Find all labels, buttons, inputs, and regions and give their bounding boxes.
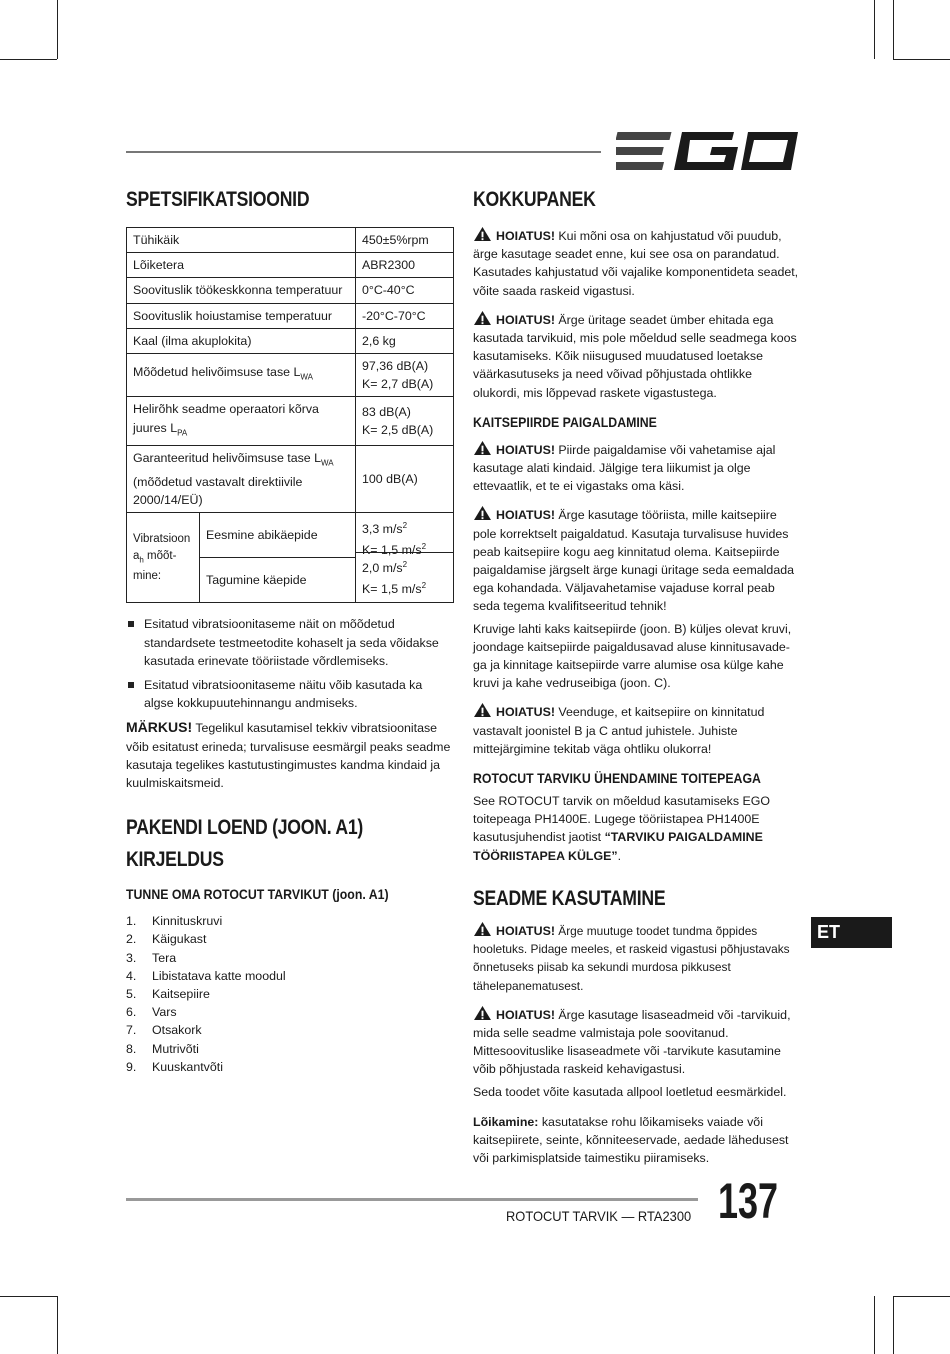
crop-mark (893, 59, 950, 60)
guard-instructions: Kruvige lahti kaks kaitsepiirde (joon. B) küljes olevat kruvi, joondage kaitsepiirde paigaldusavad aluse kinnitusavade- ga ja kinnitage kaitsepiirde varre alumise osa külge kahe kruvi ja kahe vedruseibiga (joon. C). (473, 621, 792, 691)
note-paragraph: MÄRKUS! Tegelikul kasutamisel tekkiv vibratsioonitase võib esitatust erineda; turvalisuse eesmärgil peaks seadme kasutaja tegelikes kastutustingimustes kandma kindaid ja kuulmiskaitsmeid. (126, 719, 451, 790)
left-column (126, 188, 454, 1076)
crop-mark (893, 0, 894, 59)
header-rule (126, 151, 601, 153)
description-title: KIRJELDUS (126, 848, 224, 872)
crop-mark (874, 1296, 875, 1354)
list-item: 9. Kuuskantvõti (126, 1059, 223, 1074)
cutting-text: Lõikamine: kasutatakse rohu lõikamiseks vaiade või kaitsepiirete, seinte, kõnniteeservade, aedade lähedusest või parkimisplatside taimestiku piiramiseks. (473, 1114, 789, 1166)
list-item: 4. Libistatava katte moodul (126, 968, 286, 983)
table-row: Helirõhk seadme operaatori kõrva juures $L_{PA}$ 83 dB(A) K= 2,5 dB(A) (127, 397, 454, 446)
assembly-title: KOKKUPANEK (473, 188, 596, 211)
list-item: 8. Mutrivõti (126, 1041, 199, 1056)
footer-rule (126, 1198, 698, 1201)
table-row: Vibratsioon $a_h$ mõõt- mine: Eesmine abikäepide Tagumine käepide 3,3 $m/s^2$ K= 1,5 $m/s^2$ 2,0 $m/s^2$ K= 1,5 $m/s^2$ (127, 513, 454, 603)
warning-icon (473, 310, 492, 326)
spec-table (126, 227, 454, 603)
use-text: Seda toodet võite kasutada allpool loetletud eesmärkidel. (473, 1084, 787, 1099)
warning-icon (473, 505, 492, 521)
crop-mark (893, 1296, 950, 1297)
warning-3: HOIATUS! Piirde paigaldamise või vahetamise ajal kasutage alati kindaid. Jälgige tera liikumist ja olge ettevaatlik, et te ei vigastaks oma käsi. (473, 440, 801, 496)
parts-list (126, 912, 454, 1076)
table-row: Lõiketera ABR2300 (127, 253, 454, 278)
footer-text: ROTOCUT TARVIK — RTA2300 (506, 1208, 692, 1224)
right-column (473, 188, 801, 1167)
warning-1: HOIATUS! Kui mõni osa on kahjustatud või puudub, ärge kasutage seadet enne, kui see osa on parandatud. Kasutades kahjustatud või vajalike komponentideta seadet, võite saada raskeid vigastusi. (473, 226, 801, 300)
warning-icon (473, 921, 492, 937)
guard-title: KAITSEPIIRDE PAIGALDAMINE (473, 413, 657, 430)
crop-mark (874, 0, 875, 59)
list-item: 3. Tera (126, 950, 177, 965)
page-number: 137 (718, 1173, 779, 1229)
pack-title: PAKENDI LOEND (JOON. A1) (126, 816, 364, 840)
warning-icon (473, 702, 492, 718)
warning-6: HOIATUS! Ärge muutuge toodet tundma õppides hooletuks. Pidage meeles, et raskeid vigastusi põhjustavaks õnnetuseks piisab ka sekundi murdosa pikkusest tähelepanematusest. (473, 921, 801, 995)
table-row: Tühikäik 450±5%rpm (127, 228, 454, 253)
crop-mark (57, 0, 58, 59)
warning-4: HOIATUS! Ärge kasutage tööriista, mille kaitsepiire pole korrektselt paigaldatud. Kasutaja turvalisuse huvides peab kaitsepiire kogu aeg kinnitatud olema. Kaitsepiirde paigaldamise järgselt ärge kunagi üritage seda eemaldada ega kohandada. Väljavahetamise vajaduse korral peab seda tegema kvalifitseeritud tehnik! (473, 505, 801, 615)
table-row: Kaal (ilma akuplokita) 2,6 kg (127, 328, 454, 353)
connect-title: ROTOCUT TARVIKU ÜHENDAMINE TOITEPEAGA (473, 770, 761, 787)
connect-text: See ROTOCUT tarvik on mõeldud kasutamiseks EGO toitepeaga PH1400E. Lugege tööriistapea PH1400E kasutusjuhendist jaotist “TARVIKU PAIGALDAMINE TÖÖRIISTAPEA KÜLGE”. (473, 794, 771, 863)
crop-mark (0, 1296, 57, 1297)
crop-mark (0, 59, 57, 60)
list-item: 2. Käigukast (126, 932, 207, 947)
warning-2: HOIATUS! Ärge üritage seadet ümber ehitada ega kasutada tarvikuid, mis pole mõeldud selle seadmega koos kasutamiseks. Kõik niisugused muudatused loetakse väärkasutuseks ja need võivad põhjustada ohtlikke olukordi, mis lõppevad raskete vigastustega. (473, 310, 801, 402)
list-item: 1. Kinnituskruvi (126, 914, 223, 929)
table-row: Garanteeritud helivõimsuse tase $L_{WA}$ (mõõdetud vastavalt direktiivile 2000/14/EÜ) 100 dB(A) (127, 446, 454, 513)
spec-title: SPETSIFIKATSIOONID (126, 188, 310, 211)
list-item: Esitatud vibratsioonitaseme näitu võib kasutada ka algse kokkupuutehinnangu andmiseks. (126, 676, 454, 712)
ego-logo (616, 130, 800, 172)
list-item: 7. Otsakork (126, 1023, 202, 1038)
crop-mark (57, 1296, 58, 1354)
vibration-notes (126, 615, 454, 712)
know-tool-title: TUNNE OMA ROTOCUT TARVIKUT (joon. A1) (126, 886, 389, 903)
warning-5: HOIATUS! Veenduge, et kaitsepiire on kinnitatud vastavalt joonistel B ja C antud juhistele. Juhiste mittejärgimine tekitab väga ohtliku olukorra! (473, 702, 801, 758)
list-item: 5. Kaitsepiire (126, 987, 210, 1002)
crop-mark (893, 1296, 894, 1354)
warning-icon (473, 440, 492, 456)
warning-7: HOIATUS! Ärge kasutage lisaseadmeid või -tarvikuid, mida selle seadme valmistaja pole soovitanud. Mittesoovituslike lisaseadmete või -tarvikute kasutamine võib põhjustada raskeid kehavigastusi. (473, 1005, 801, 1079)
warning-icon (473, 226, 492, 242)
use-title: SEADME KASUTAMINE (473, 886, 666, 910)
table-row: Soovituslik töökeskkonna temperatuur 0°C-40°C (127, 278, 454, 303)
table-row: Soovituslik hoiustamise temperatuur -20°C-70°C (127, 303, 454, 328)
list-item: Esitatud vibratsioonitaseme näit on mõõdetud standardsete testmeetodite kohaselt ja seda võidakse kasutada erinevate tööriistade võrdlemiseks. (126, 615, 454, 670)
warning-icon (473, 1005, 492, 1021)
language-tab: ET (811, 917, 892, 948)
list-item: 6. Vars (126, 1005, 177, 1020)
table-row: Mõõdetud helivõimsuse tase $L_{WA}$ 97,36 dB(A) K= 2,7 dB(A) (127, 354, 454, 397)
